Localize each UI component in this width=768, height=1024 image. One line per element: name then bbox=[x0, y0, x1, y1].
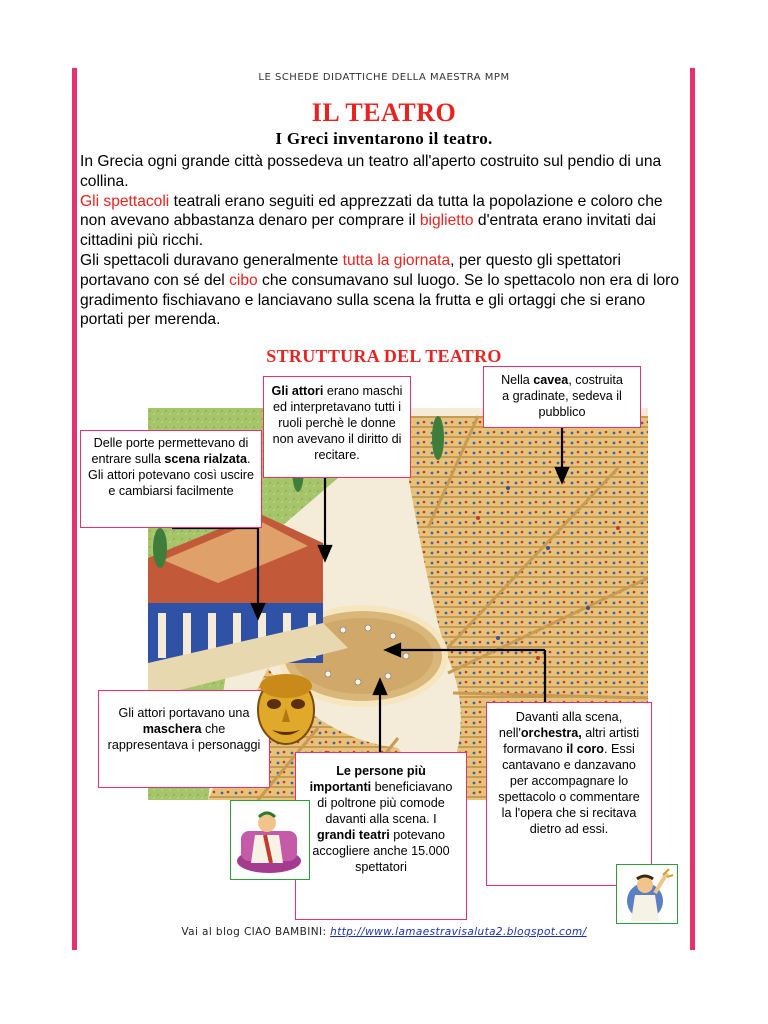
text-segment: teatrali erano seguiti ed apprezzati da tutta la popolazione e coloro che non avevano abbastanza denaro per comprare il bbox=[80, 192, 663, 230]
text-segment: beneficiavano di poltrone più comode davanti alla scena. I bbox=[317, 780, 453, 826]
text-segment: grandi teatri bbox=[316, 828, 390, 842]
text-segment: . Gli attori potevano così uscire e cambiarsi facilmente bbox=[88, 452, 254, 498]
text-segment: Gli attori bbox=[271, 384, 324, 398]
intro-paragraph bbox=[80, 152, 685, 330]
text-segment: Gli spettacoli duravano generalmente bbox=[80, 251, 343, 269]
page-title: IL TEATRO bbox=[311, 98, 457, 127]
callout-attori bbox=[263, 376, 411, 478]
mask-image bbox=[252, 668, 320, 748]
text-segment: che consumavano sul luogo. Se lo spettacolo non era di loro gradimento fischiavano e lanciavano sulla scena la frutta e gli ortaggi che si erano portati per merenda. bbox=[80, 271, 680, 329]
text-segment: cibo bbox=[229, 271, 258, 289]
callout-persone bbox=[295, 752, 467, 920]
text-segment: Davanti alla scena, nell' bbox=[498, 710, 623, 740]
text-segment: orchestra, bbox=[520, 726, 582, 740]
seated-noble-icon bbox=[231, 801, 308, 878]
text-segment: il coro bbox=[566, 742, 604, 756]
page-subtitle: I Greci inventarono il teatro. bbox=[275, 129, 493, 148]
text-segment: d'entrata erano invitati dai cittadini più ricchi. bbox=[80, 212, 656, 250]
text-segment: tutta la giornata bbox=[342, 251, 451, 269]
text-segment: . Essi cantavano e danzavano per accompagnare lo spettacolo o commentare la l'opera che si recitava dietro ad essi. bbox=[498, 742, 640, 836]
text-segment: cavea bbox=[533, 373, 569, 387]
text-segment: Gli spettacoli bbox=[80, 192, 170, 210]
text-segment: che rappresentava i personaggi bbox=[107, 722, 261, 752]
singer-icon bbox=[617, 865, 676, 922]
text-segment: In Grecia ogni grande città possedeva un teatro all'aperto costruito sul pendio di una collina. bbox=[80, 153, 662, 190]
text-segment: altri artisti formavano bbox=[503, 726, 640, 756]
footer bbox=[0, 926, 768, 938]
text-segment: , costruita a gradinate, sedeva il pubblico bbox=[502, 373, 623, 419]
callout-maschera bbox=[98, 690, 270, 788]
text-segment: biglietto bbox=[419, 212, 474, 230]
callout-cavea bbox=[483, 366, 641, 428]
callout-porte bbox=[80, 430, 262, 528]
noble-spectator-image bbox=[230, 800, 310, 880]
chorus-singer-image bbox=[616, 864, 678, 924]
page-header: LE SCHEDE DIDATTICHE DELLA MAESTRA MPM bbox=[258, 72, 510, 83]
mask-icon bbox=[252, 668, 320, 748]
text-segment: potevano accogliere anche 15.000 spettatori bbox=[312, 828, 450, 874]
blog-link[interactable]: http://www.lamaestravisaluta2.blogspot.com/ bbox=[330, 926, 587, 938]
footer-prefix: Vai al blog CIAO BAMBINI: bbox=[181, 926, 331, 938]
callout-coro bbox=[486, 702, 652, 886]
text-segment: scena rialzata bbox=[164, 452, 247, 466]
text-segment: maschera bbox=[142, 722, 202, 736]
text-segment: , per questo gli spettatori portavano con sé del bbox=[80, 251, 621, 289]
left-border-line bbox=[72, 68, 77, 950]
text-segment: Nella bbox=[501, 373, 534, 387]
text-segment: Delle porte permettevano di entrare sulla bbox=[91, 436, 249, 466]
text-segment: Gli attori portavano una bbox=[118, 706, 250, 720]
text-segment: Le persone più importanti bbox=[309, 764, 426, 794]
right-border-line bbox=[690, 68, 695, 950]
text-segment: erano maschi ed interpretavano tutti i ruoli perchè le donne non avevano il diritto di recitare. bbox=[272, 384, 403, 462]
section-title: STRUTTURA DEL TEATRO bbox=[266, 346, 502, 366]
